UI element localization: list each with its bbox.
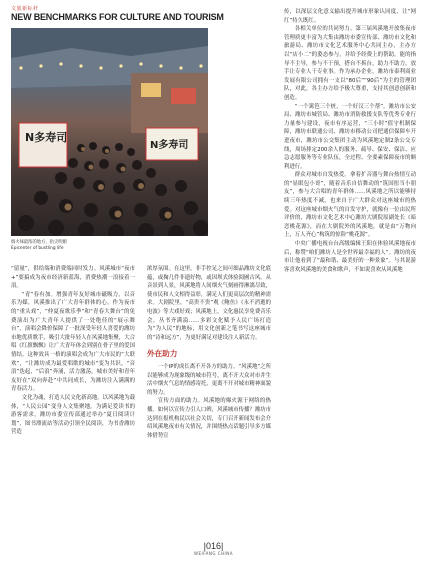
text-column-1	[11, 265, 135, 437]
column-name-cn: 文旅新标杆	[11, 6, 39, 12]
shop-sign-right: N多寿司	[150, 140, 189, 151]
paragraph: 宣传方面的助力。风溪地的爆火源于网络的热播。如何以宣传力引人口碑，风溪城市传播？潍坊市达到在报机构民以社会关切，专门召开新闻发布会介绍风溪地夜市有关情况，并围绕热点话题引导多方媒体借势宣	[147, 398, 271, 439]
caption-cn: 烟火味最浓的地方，指尖明媚	[11, 240, 67, 245]
paragraph: “青”春有加。增强青年友好城市磁吸力，以音乐为媒，风溪推出了广大青年群体的心。作为夜市的“重头戏”，“仲夏夜歌乐季”和“青春大舞台”的免费演出为广大青年人提供了一处绝佳的“展示舞台”，演唱会降价保障了一批深受年轻人喜爱的潍坊市地优质歌手，吸引大批年轻人在风溪地集聚，大合唱《红旗飘飘》让广大青年体会到别在骨子里的爱国情结。这种效具一格的演唱会成为广大市民的“大联欢”，“让潍坊成为最爱唱歌的城市”变为共识。“音浪”迭起，“后浪”奔涌，活力激荡，城市美好和青年友好在“双向奔赴”中共同成长，为潍坊注入满满的青春活力。	[11, 291, 135, 393]
paragraph: 传，以深层文化意义输出提升城市形象认同度，让“网红”持久既红。	[284, 9, 416, 24]
paragraph: 浓厚氛围。在这里，非手控足之间可细品潍坊文化底蕴，或掬几件非遗好物，或因坝式体验阅圃古风。从音景到人景，风溪地将人间烟火气刻画得淋漓尽致，使市民和人文相得益彰，满足人们更高层次的精神需求。大剧院里，“高贵不贵”观《鲍鱼》《永不消逝的电波》等大戏好戏；风溪地上，文化惠民享免费音乐会，丛书齐满溢……多彩文化赋予人民广场打造为“为人民”的地标，用文化创新之笔书写这座城市的“诗和远方”，为更好满足对建设注人新活力。	[147, 266, 271, 341]
paragraph: “留量”，供给端和消费端同时发力。风溪城市“夜市+”要搞成为夜市经济新蓝海，消费热潮一浪接着一浪。	[11, 266, 135, 290]
paragraph: 群众对城市自发热爱。拿着扩音器与舞台热情互动的“显眼包小哥”，随着音乐自信舞动的“筑国扭当小朋友”，参与大合唱的青年群体……风溪地之所以能够持续三年热度不减，也来自于广大群众对这座城市的热爱。对这座城市烟火气的自发守护，就像有一位由民所评价的，潍坊市文化艺术中心潍坊大剧院原副处长《暗恋桃花源》，而在大剧院外的风溪地，就是由“万物向上，万人齐心”构筑的惊险“桃花源”。	[284, 172, 416, 239]
magazine-name: WEIFANG CHINA	[194, 551, 233, 556]
page-number: |016|	[203, 541, 224, 551]
night-market-photo	[11, 28, 208, 236]
photo-caption	[11, 240, 211, 252]
paragraph: “一个篱笆三个桩，一个好汉三个帮”。潍坊市公安局、潍坊市城管局、潍坊市消防救援支队等优秀专业行力量参与建设，夜市有序运营，“三小时”值守机制保障，潍坊市联通公司、潍坊市移动公司把通信保障车开进夜市，潍坊市公交集团主动为风溪地定制2条公交专线，周场排定200余人的服务、疏导、保安、保洁、应急志愿服务等专业队伍，全过程、全要素保障夜市的顺利进行。	[284, 103, 416, 170]
column-name-en: NEW BENCHMARKS FOR CULTURE AND TOURISM	[11, 12, 224, 22]
paragraph: 一个IP的成长离不开各方的助力。“风溪地”之所以能够成为现象级的城市符号，离不开大众对市井生活中烟火气息的情感寄托，更离不开对城市精神面貌的努力。	[147, 363, 271, 396]
text-column-2	[147, 265, 271, 440]
section-heading: 外在助力	[147, 349, 178, 359]
shop-sign-left: N多寿司	[25, 131, 68, 144]
caption-en: Epicenter of bustling life	[11, 246, 64, 251]
paragraph: 各相关单位的共同努力。第三届风溪地开放集夜市管理质更丰富为大集由潍坊市委宣传部、潍坊市文化和旅游局、潍坊市文化艺术服务中心共同主办，主办方以“店小二”的姿态参与，并给予经费上的帮助，能的指导不主导，参与不干预，搭台不拆台，助力不助力，放手让专业人干专业事。作为承办企业，潍坊市泰利商业发展有限公司拥有一支以“80后”“90后”为主的管理团队，对此，各主办方给予极大尊重，支持其创意创新和创造。	[284, 26, 416, 101]
paragraph: 文化为魂，打造人民文化新高地。以风溪地为载体，“人民公园”变身人文集聚地。为满足爱读书的游客需求，潍坊市委宣传部通过举办“夏日阅读计划”，图书漂流站等活动引领全民阅读，为书香潍坊营造	[11, 394, 136, 436]
column-header	[11, 5, 224, 22]
page-footer	[0, 541, 427, 556]
crowd-illustration	[11, 28, 208, 236]
paragraph: 中央广播电视台台高级编辑王阳在体验风溪地夜市后，称赞“咱们潍坊人是全世界最幸福的人”。潍坊的夜市让他看到了“最和谐、最美好的一种景象”。与其说游客喜欢风溪地的美食和歌声，不如说喜欢从风溪地	[284, 241, 416, 273]
text-column-3	[284, 8, 416, 274]
